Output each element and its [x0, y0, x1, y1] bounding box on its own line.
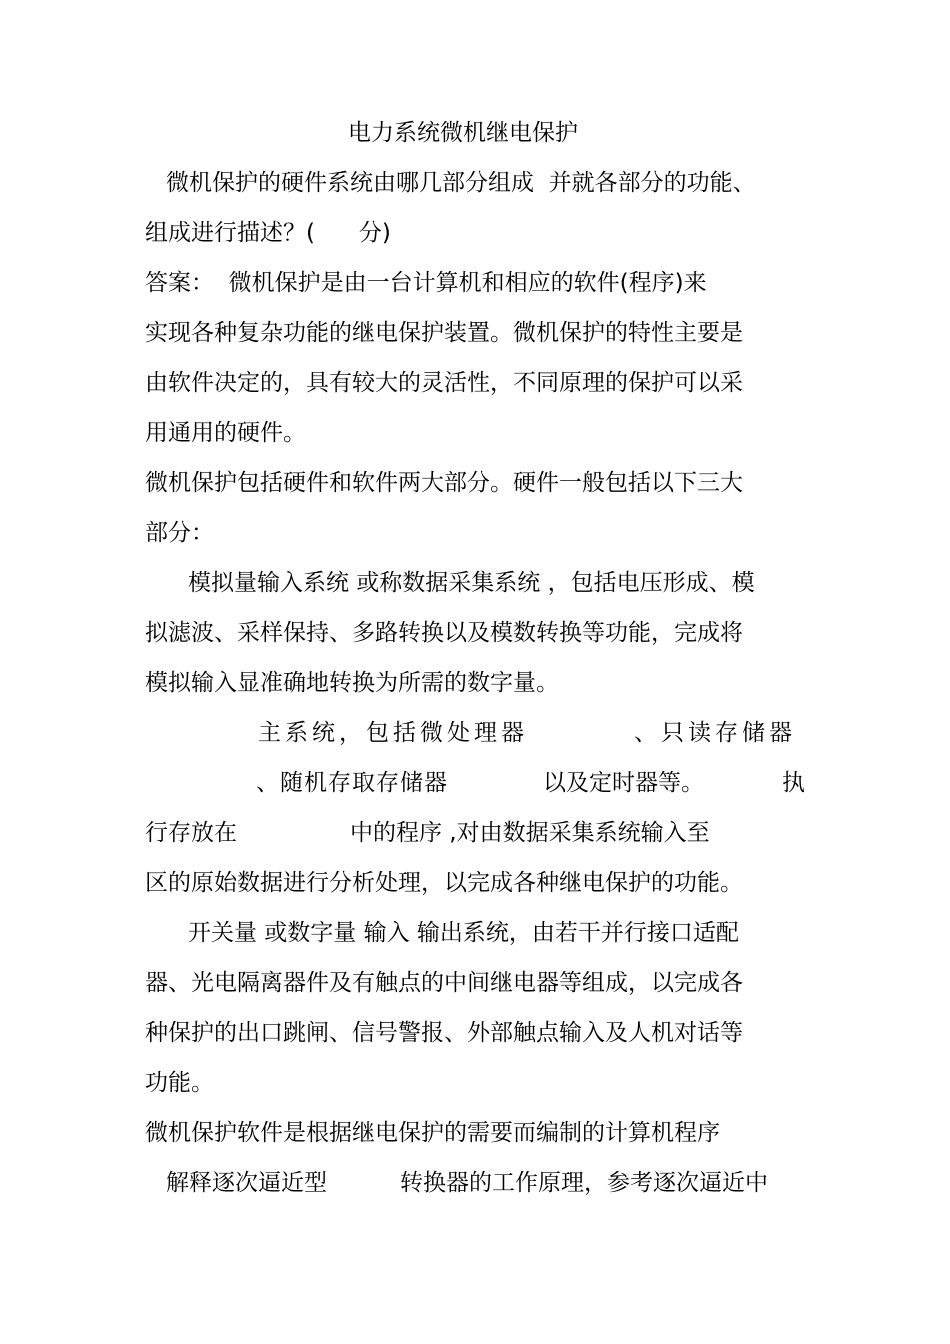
answer-line-3: 由软件决定的，具有较大的灵活性，不同原理的保护可以采	[145, 370, 743, 396]
answer-line-1: 答案： 微机保护是由一台计算机和相应的软件(程序)来	[145, 270, 707, 296]
paragraph-line-1: 微机保护包括硬件和软件两大部分。硬件一般包括以下三大	[145, 470, 743, 496]
main-system-line-1b: 、只读存储器	[634, 720, 796, 746]
question-line-2: 组成进行描述？( 分)	[145, 220, 391, 246]
paragraph-line-2: 部分：	[145, 520, 214, 546]
answer-line-2: 实现各种复杂功能的继电保护装置。微机保护的特性主要是	[145, 320, 743, 346]
answer-line-4: 用通用的硬件。	[145, 420, 306, 446]
document-title: 电力系统微机继电保护	[348, 120, 578, 146]
main-system-line-3a: 行存放在	[145, 820, 237, 846]
analog-input-line-2: 拟滤波、采样保持、多路转换以及模数转换等功能，完成将	[145, 620, 743, 646]
question2-line-1a: 解释逐次逼近型	[166, 1170, 327, 1196]
io-system-line-1: 开关量 或数字量 输入 输出系统，由若干并行接口适配	[188, 920, 739, 946]
software-line: 微机保护软件是根据继电保护的需要而编制的计算机程序	[145, 1120, 720, 1146]
main-system-line-2a: 、随机存取存储器	[256, 770, 448, 796]
main-system-line-2c: 执	[782, 770, 805, 796]
io-system-line-4: 功能。	[145, 1070, 214, 1096]
main-system-line-2b: 以及定时器等。	[543, 770, 704, 796]
main-system-line-4: 区的原始数据进行分析处理，以完成各种继电保护的功能。	[145, 870, 743, 896]
question2-line-1b: 转换器的工作原理，参考逐次逼近中	[400, 1170, 768, 1196]
analog-input-line-3: 模拟输入显准确地转换为所需的数字量。	[145, 670, 559, 696]
analog-input-line-1: 模拟量输入系统 或称数据采集系统 ，包括电压形成、模	[188, 570, 755, 596]
io-system-line-2: 器、光电隔离器件及有触点的中间继电器等组成，以完成各	[145, 970, 743, 996]
main-system-line-1a: 主系统，包括微处理器	[258, 720, 528, 746]
question-line-1: 微机保护的硬件系统由哪几部分组成 并就各部分的功能、	[166, 170, 756, 196]
main-system-line-3b: 中的程序 ,对由数据采集系统输入至	[350, 820, 710, 846]
io-system-line-3: 种保护的出口跳闸、信号警报、外部触点输入及人机对话等	[145, 1020, 743, 1046]
